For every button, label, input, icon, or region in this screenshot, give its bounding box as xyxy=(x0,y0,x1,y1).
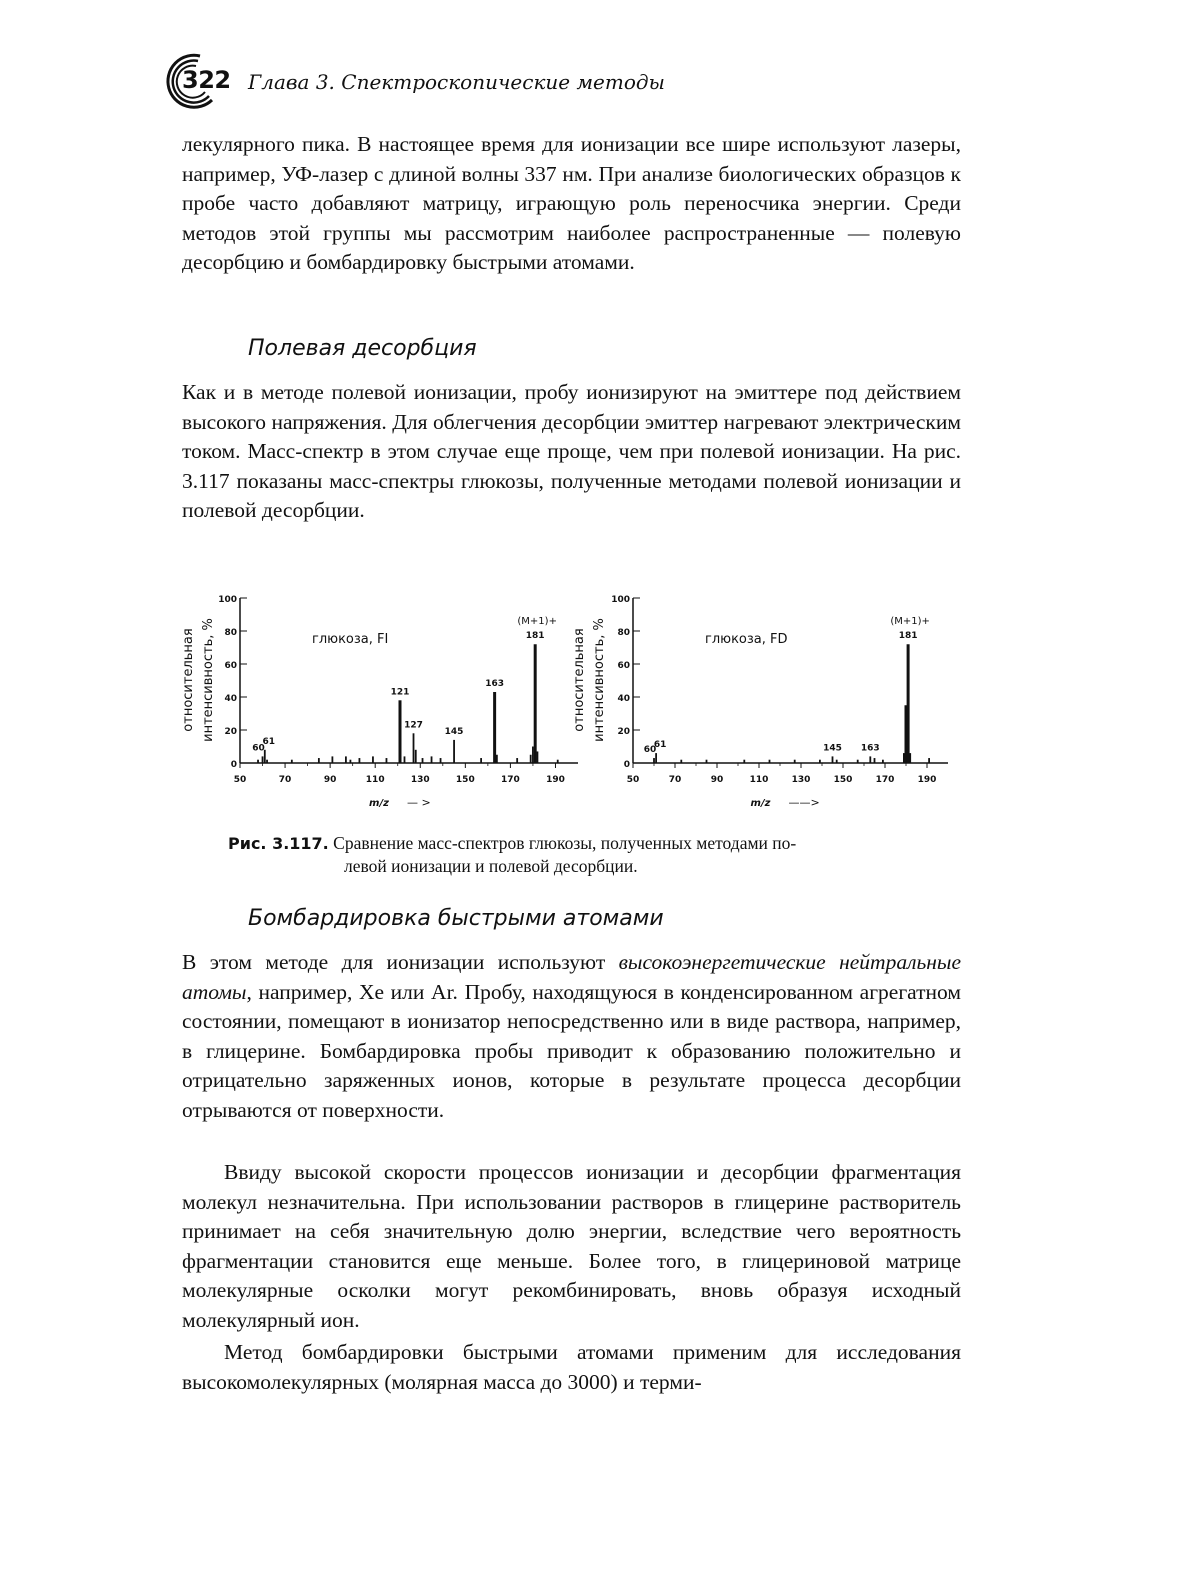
mass-spectra-figure xyxy=(178,580,968,820)
chart-1-x-tick-label: 130 xyxy=(410,775,430,785)
chart-2-y-tick-label: 20 xyxy=(617,727,630,737)
chart-2-xlabel-arrow: ——> xyxy=(788,796,820,809)
chart-2-title: глюкоза, FD xyxy=(705,632,788,647)
chart-1-peak-label: 127 xyxy=(404,720,423,731)
chart-2-x-tick-label: 190 xyxy=(917,775,937,785)
chart-2-peak-label: 60 xyxy=(643,745,657,756)
chart-2-x-tick-label: 50 xyxy=(626,775,640,785)
chart-1-x-tick-label: 70 xyxy=(278,775,292,785)
page-header xyxy=(160,50,960,110)
chart-1-x-tick-label: 190 xyxy=(546,775,565,785)
paragraph-3-end: , например, Xe или Ar. Пробу, находящуюся в конденсированном агрегатном состоянии, помещают в ионизатор непосредственно или в виде раствора, например, в глицерине. Бомбардировка пробы приводит к образованию положительно и отрицательно заряженных ионов, которые в результате процесса десорбции отрываются от поверхности. xyxy=(182,979,961,1122)
chart-2-molecular-ion-label: (M+1)+ xyxy=(890,616,930,628)
chart-2-xlabel: m/z xyxy=(750,798,771,809)
chart-2-y-tick-label: 60 xyxy=(617,661,630,671)
paragraph-1: лекулярного пика. В настоящее время для ионизации все шире используют лазеры, например, УФ-лазер с длиной волны 337 нм. При анализе биологических образцов к пробе часто добавляют матрицу, играющую роль переносчика энергии. Среди методов этой группы мы рассмотрим наиболее распространенные — полевую десорбцию и бомбардировку быстрыми атомами. xyxy=(182,132,961,275)
chart-1-x-tick-label: 110 xyxy=(365,775,385,785)
heading-fab: Бомбардировка быстрыми атомами xyxy=(248,906,664,931)
chart-1-ylabel-line-2: интенсивность, % xyxy=(201,618,216,742)
paragraph-3 xyxy=(182,948,961,1126)
chart-1-x-tick-label: 170 xyxy=(501,775,520,785)
chart-1-peak-label: 60 xyxy=(252,743,265,754)
figure-3-117 xyxy=(178,580,968,820)
chart-1-y-tick-label: 20 xyxy=(224,727,237,737)
chart-1-peak-label: 145 xyxy=(444,726,464,737)
chart-2-x-tick-label: 70 xyxy=(668,775,682,785)
caption-label: Рис. 3.117. xyxy=(228,834,329,853)
chart-2-x-tick-label: 130 xyxy=(791,775,811,785)
chart-2-peak-label: 61 xyxy=(653,740,667,751)
paragraph-5: Метод бомбардировки быстрыми атомами применим для исследования высокомолекулярных (молярная масса до 3000) и терми- xyxy=(182,1340,961,1394)
chart-2-y-tick-label: 80 xyxy=(617,628,630,638)
heading-field-desorption: Полевая десорбция xyxy=(248,336,477,361)
chart-2-ylabel-line-1: относительная xyxy=(572,628,587,732)
chart-2-x-tick-label: 170 xyxy=(875,775,895,785)
chart-1-y-tick-label: 0 xyxy=(230,760,237,770)
running-head: Глава 3. Спектроскопические методы xyxy=(248,70,665,94)
chart-1-peak-label: 181 xyxy=(525,631,545,642)
chart-1-peak-label: 61 xyxy=(262,736,276,747)
chart-2-peak-label: 181 xyxy=(898,631,918,642)
chart-2-y-tick-label: 40 xyxy=(617,694,630,704)
chart-1-peak-label: 121 xyxy=(390,687,410,698)
figure-caption xyxy=(228,832,963,878)
chart-2-y-tick-label: 100 xyxy=(611,595,630,605)
caption-line-2: левой ионизации и полевой десорбции. xyxy=(344,856,638,876)
chart-2-peak-label: 145 xyxy=(823,743,842,754)
chart-1-ylabel-line-1: относительная xyxy=(181,628,196,732)
chart-1-x-tick-label: 150 xyxy=(455,775,475,785)
chart-1-y-tick-label: 60 xyxy=(224,661,237,671)
chart-1-xlabel: m/z xyxy=(369,798,389,809)
paragraph-3-start: В этом методе для ионизации используют xyxy=(182,950,619,974)
chart-2-y-tick-label: 0 xyxy=(623,760,630,770)
chart-1-x-tick-label: 90 xyxy=(323,775,337,785)
chart-2-peak-label: 163 xyxy=(860,743,880,754)
chart-1-title: глюкоза, FI xyxy=(312,632,389,647)
chart-2-ylabel-line-2: интенсивность, % xyxy=(592,618,607,742)
paragraph-2: Как и в методе полевой ионизации, пробу ионизируют на эмиттере под действием высокого напряжения. Для облегчения десорбции эмиттер нагревают электрическим током. Масс-спектр в этом случае еще проще, чем при полевой ионизации. На рис. 3.117 показаны масс-спектры глюкозы, полученные методами полевой ионизации и полевой десорбции. xyxy=(182,380,961,523)
chart-1-molecular-ion-label: (M+1)+ xyxy=(517,616,557,628)
caption-line-1: Сравнение масс-спектров глюкозы, полученных методами по- xyxy=(333,833,797,853)
chart-1-peak-label: 163 xyxy=(485,679,505,690)
chart-2-x-tick-label: 90 xyxy=(710,775,724,785)
paragraph-4: Ввиду высокой скорости процессов ионизации и десорбции фрагментация молекул незначительна. При использовании растворов в глицерине растворитель принимает на себя значительную долю энергии, вследствие чего вероятность фрагментации становится еще меньше. Более того, в глицериновой матрице молекулярные осколки могут рекомбинировать, вновь образуя исходный молекулярный ион. xyxy=(182,1160,961,1332)
chart-2-x-tick-label: 110 xyxy=(749,775,769,785)
chart-1-y-tick-label: 80 xyxy=(224,628,237,638)
chart-1-y-tick-label: 100 xyxy=(218,595,237,605)
chart-1-x-tick-label: 50 xyxy=(233,775,247,785)
page-number: 322 xyxy=(182,66,231,94)
paragraph-3-italic: высокоэнергетические нейтральные атомы xyxy=(182,950,961,1004)
chart-2-x-tick-label: 150 xyxy=(833,775,853,785)
chart-1-xlabel-arrow: — > xyxy=(407,796,431,809)
chart-1-y-tick-label: 40 xyxy=(224,694,237,704)
